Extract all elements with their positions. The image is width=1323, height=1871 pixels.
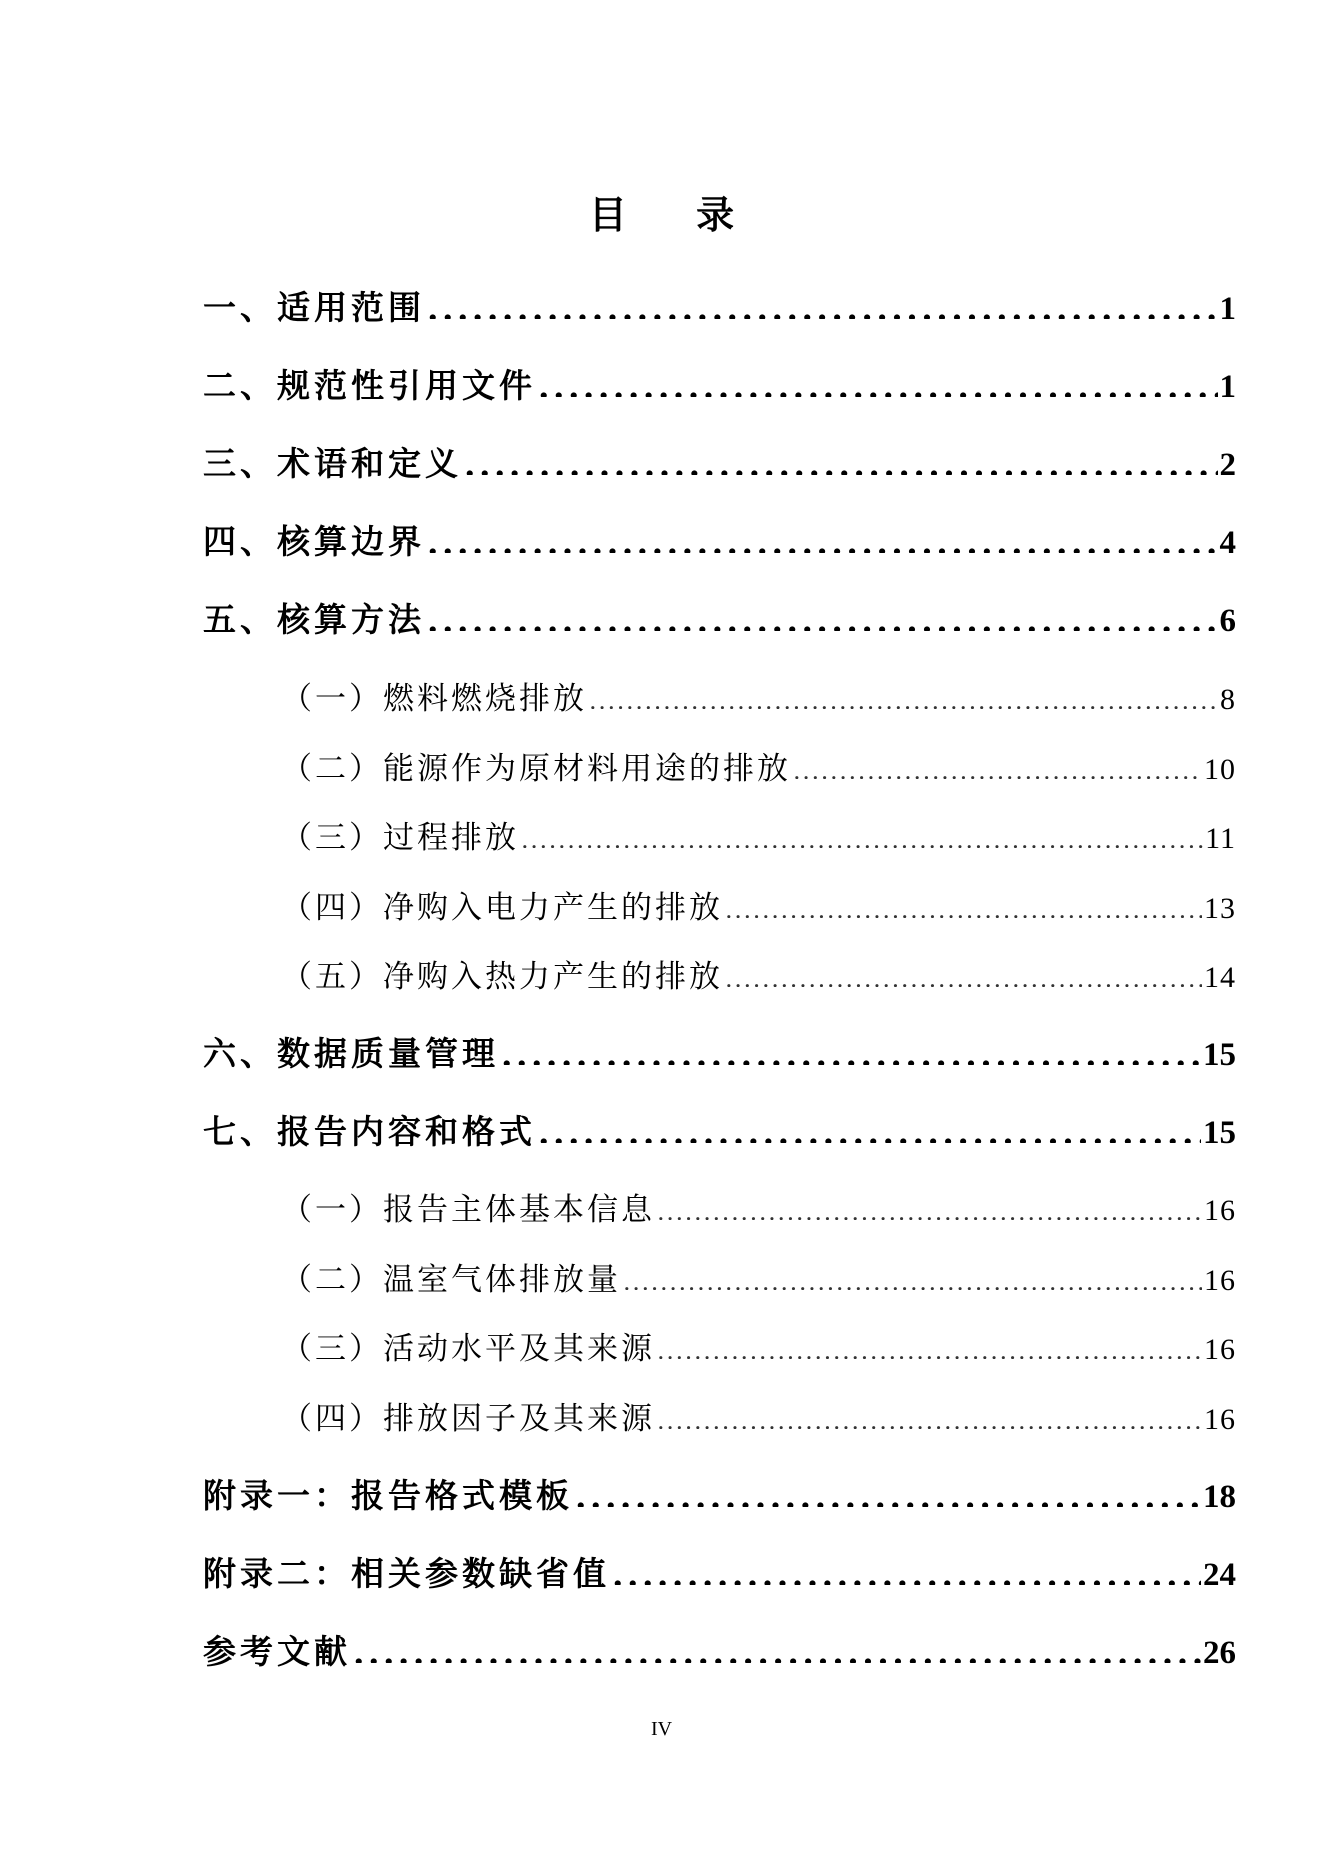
toc-page-number: 11: [1205, 822, 1236, 855]
toc-dot-leader: [793, 748, 1202, 779]
toc-dot-leader: [657, 1398, 1202, 1429]
toc-page-number: 24: [1203, 1557, 1236, 1593]
toc-entry[interactable]: [203, 441, 1236, 487]
toc-entry-text: （三）活动水平及其来源: [281, 1331, 655, 1367]
toc-entry-text: 三、术语和定义: [203, 444, 462, 483]
toc-page-number: 8: [1220, 683, 1236, 716]
toc-dot-leader: [427, 520, 1218, 553]
toc-page-number: 15: [1203, 1037, 1236, 1073]
toc-page-number: 1: [1219, 369, 1236, 405]
toc-entry[interactable]: [203, 1629, 1236, 1675]
toc-dot-leader: [353, 1630, 1201, 1663]
toc-entry[interactable]: [203, 519, 1236, 565]
toc-entry[interactable]: [281, 676, 1236, 722]
toc-entry[interactable]: [203, 597, 1236, 643]
toc-entry-text: 五、核算方法: [203, 600, 425, 639]
toc-entry-text: （三）过程排放: [281, 820, 519, 856]
toc-entry[interactable]: [281, 885, 1236, 931]
toc-page-number: 6: [1219, 603, 1236, 639]
toc-dot-leader: [725, 887, 1202, 918]
toc-page-number: 18: [1203, 1479, 1236, 1515]
toc-entry-text: 四、核算边界: [203, 522, 425, 561]
toc-entry-text: （五）净购入热力产生的排放: [281, 959, 723, 995]
toc-page-number: 1: [1219, 291, 1236, 327]
toc-entry-text: 附录二：相关参数缺省值: [203, 1554, 610, 1593]
toc-page-number: 15: [1203, 1115, 1236, 1151]
toc-entry-text: 一、适用范围: [203, 288, 425, 327]
toc-page-number: 10: [1204, 753, 1236, 786]
toc-entry[interactable]: [281, 746, 1236, 792]
toc-entry-text: 六、数据质量管理: [203, 1034, 499, 1073]
toc-page-number: 2: [1219, 447, 1236, 483]
toc-entry-text: 七、报告内容和格式: [203, 1112, 536, 1151]
toc-page-number: 16: [1204, 1194, 1236, 1227]
page-title: 目 录: [588, 192, 763, 237]
toc-dot-leader: [725, 956, 1202, 987]
toc-entry[interactable]: [203, 1109, 1236, 1155]
toc-page-number: 26: [1203, 1635, 1236, 1671]
toc-dot-leader: [575, 1474, 1201, 1507]
toc-dot-leader: [464, 442, 1218, 475]
toc-entry-text: 附录一：报告格式模板: [203, 1476, 573, 1515]
toc-entry[interactable]: [281, 954, 1236, 1000]
toc-page-number: 16: [1204, 1403, 1236, 1436]
toc-entry[interactable]: [203, 1473, 1236, 1519]
toc-entry[interactable]: [281, 1326, 1236, 1372]
page-number: IV: [650, 1718, 673, 1740]
toc-dot-leader: [521, 817, 1203, 848]
toc-page-number: 4: [1219, 525, 1236, 561]
toc-dot-leader: [538, 364, 1218, 397]
toc-entry-text: （一）报告主体基本信息: [281, 1192, 655, 1228]
toc-dot-leader: [427, 598, 1218, 631]
toc-entry[interactable]: [203, 1551, 1236, 1597]
toc-page-number: 16: [1204, 1333, 1236, 1366]
toc-entry[interactable]: [203, 363, 1236, 409]
toc-page-number: 13: [1204, 892, 1236, 925]
toc-entry-text: （四）排放因子及其来源: [281, 1401, 655, 1437]
toc-dot-leader: [612, 1552, 1201, 1585]
toc-dot-leader: [501, 1032, 1201, 1065]
toc-entry-text: （四）净购入电力产生的排放: [281, 890, 723, 926]
toc-entry[interactable]: [281, 1187, 1236, 1233]
toc-entry[interactable]: [203, 1031, 1236, 1077]
toc-page-number: 14: [1204, 961, 1236, 994]
toc-dot-leader: [538, 1110, 1201, 1143]
toc-entry-text: （二）温室气体排放量: [281, 1262, 621, 1298]
toc-entry[interactable]: [203, 285, 1236, 331]
toc-entry[interactable]: [281, 1396, 1236, 1442]
toc-page-number: 16: [1204, 1264, 1236, 1297]
toc-entry-text: （一）燃料燃烧排放: [281, 681, 587, 717]
toc-dot-leader: [589, 678, 1218, 709]
toc-entry[interactable]: [281, 815, 1236, 861]
toc-entry-text: （二）能源作为原材料用途的排放: [281, 751, 791, 787]
toc-entry-text: 参考文献: [203, 1632, 351, 1671]
toc-dot-leader: [657, 1328, 1202, 1359]
toc-dot-leader: [427, 286, 1218, 319]
toc-entry[interactable]: [281, 1257, 1236, 1303]
toc-dot-leader: [623, 1259, 1202, 1290]
toc-dot-leader: [657, 1189, 1202, 1220]
toc-entry-text: 二、规范性引用文件: [203, 366, 536, 405]
